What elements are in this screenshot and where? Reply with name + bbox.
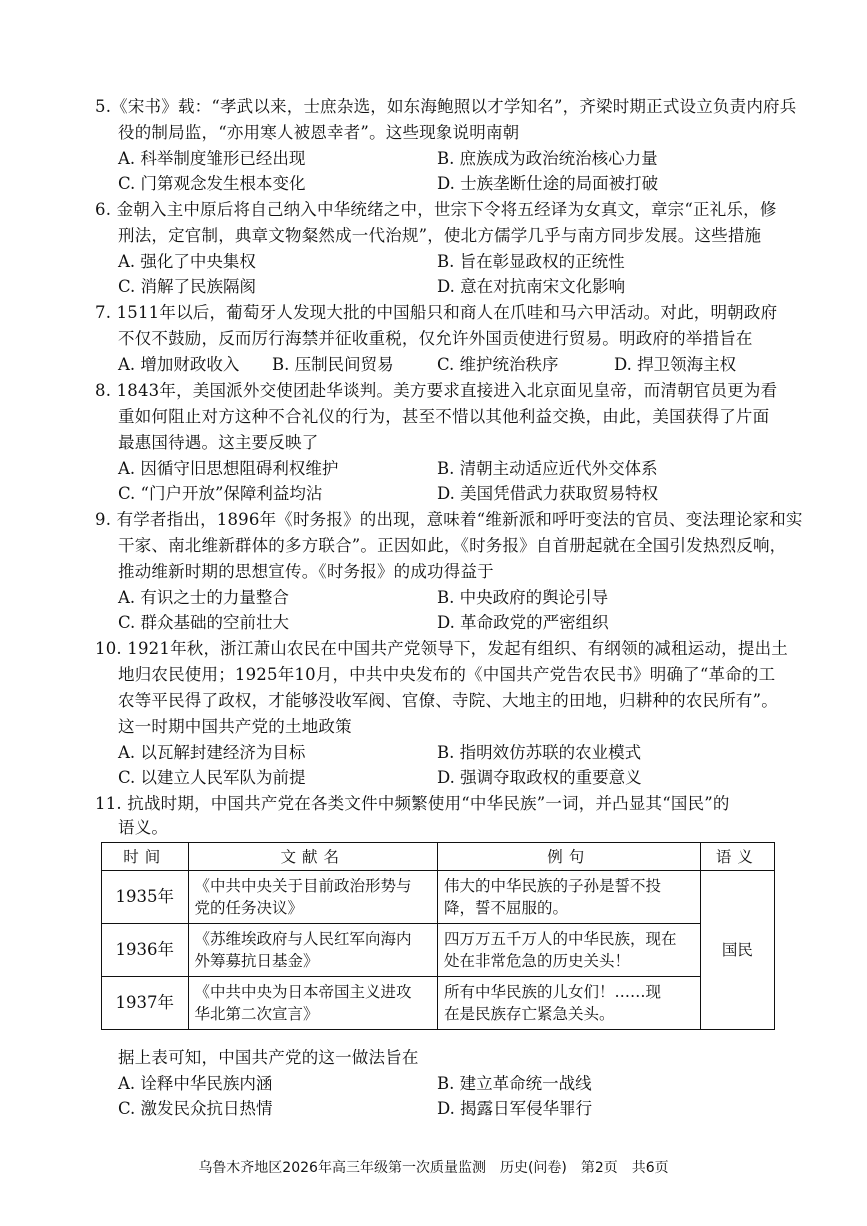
table-row [102,977,775,1030]
row-document-line: 党的任务决议》 [194,899,304,917]
q7-stem-line-2: 不仅不鼓励，反而厉行海禁并征收重税，仅允许外国贡使进行贸易。明政府的举措旨在 [118,329,753,348]
table-header-time: 时间 [102,843,189,871]
q6-option-b: B. 旨在彰显政权的正统性 [437,252,625,271]
q10-stem-line-1: 10. 1921年秋，浙江萧山农民在中国共产党领导下，发起有组织、有纲领的减租运动，提出土 [95,639,788,658]
q11-stem-line-1: 11. 抗战时期，中国共产党在各类文件中频繁使用“中华民族”一词，并凸显其“国民”的 [95,794,730,813]
row-example-line: 所有中华民族的儿女们！……现 [443,983,661,1001]
table-header-document: 文献名 [188,843,437,871]
q10-stem-line-4: 这一时期中国共产党的土地政策 [118,717,352,736]
q9-option-d: D. 革命政党的严密组织 [437,613,609,632]
q10-option-c: C. 以建立人民军队为前提 [118,768,306,787]
q6-option-c: C. 消解了民族隔阂 [118,277,257,296]
q10-option-a: A. 以瓦解封建经济为目标 [118,743,306,762]
q5-option-c: C. 门第观念发生根本变化 [118,174,306,193]
q8-stem-line-2: 重如何阻止对方这种不合礼仪的行为，甚至不惜以其他利益交换，由此，美国获得了片面 [118,407,770,426]
q8-option-d: D. 美国凭借武力获取贸易特权 [437,484,659,503]
q10-option-b: B. 指明效仿苏联的农业模式 [437,743,642,762]
q5-option-b: B. 庶族成为政治统治核心力量 [437,149,658,168]
table-header-example: 例句 [437,843,700,871]
q11-option-d: D. 揭露日军侵华罪行 [437,1099,593,1118]
row-meaning: 国民 [700,871,774,1030]
row-document [188,977,437,1030]
row-document [188,871,437,924]
q6-option-d: D. 意在对抗南宋文化影响 [437,277,626,296]
page-footer: 乌鲁木齐地区2026年高三年级第一次质量监测 历史(问卷) 第2页 共6页 [198,1160,669,1176]
q8-stem-line-3: 最惠国待遇。这主要反映了 [118,433,319,452]
q11-question-line: 据上表可知，中国共产党的这一做法旨在 [118,1048,419,1067]
q11-option-b: B. 建立革命统一战线 [437,1074,592,1093]
q11-table [101,842,775,1030]
q6-stem-line-2: 刑法，定官制，典章文物粲然成一代治规”，使北方儒学几乎与南方同步发展。这些措施 [118,226,762,245]
q7-option-c: C. 维护统治秩序 [437,355,559,374]
q7-option-a: A. 增加财政收入 [118,355,240,374]
q7-option-d: D. 捍卫领海主权 [614,355,737,374]
row-document-line: 《中共中央关于目前政治形势与 [194,877,412,895]
q8-stem-line-1: 8. 1843年，美国派外交使团赴华谈判。美方要求直接进入北京面见皇帝，而清朝官员更为看 [95,381,778,400]
q9-option-c: C. 群众基础的空前壮大 [118,613,290,632]
row-time: 1935年 [102,871,189,924]
q5-option-d: D. 士族垄断仕途的局面被打破 [437,174,659,193]
row-example-line: 降，誓不屈服的。 [443,899,568,917]
row-example [437,871,700,924]
table-header-row [102,843,775,871]
table-header-meaning: 语义 [700,843,774,871]
q11-option-c: C. 激发民众抗日热情 [118,1099,273,1118]
row-example-line: 四万万五千万人的中华民族，现在 [443,930,677,948]
q6-stem-line-1: 6. 金朝入主中原后将自己纳入中华统绪之中，世宗下令将五经译为女真文，章宗“正礼乐，修 [95,200,777,219]
row-time: 1937年 [102,977,189,1030]
row-document-line: 外筹募抗日基金》 [194,952,319,970]
row-example [437,977,700,1030]
row-time: 1936年 [102,924,189,977]
q11-option-a: A. 诠释中华民族内涵 [118,1074,273,1093]
q6-option-a: A. 强化了中央集权 [118,252,256,271]
q5-option-a: A. 科举制度雏形已经出现 [118,149,306,168]
q8-option-c: C. “门户开放”保障利益均沾 [118,484,323,503]
row-example [437,924,700,977]
row-example-line: 伟大的中华民族的子孙是誓不投 [443,877,661,895]
q5-stem-line-2: 役的制局监，“亦用寒人被恩幸者”。这些现象说明南朝 [118,123,520,142]
row-document-line: 《苏维埃政府与人民红军向海内 [194,930,412,948]
q7-stem-line-1: 7. 1511年以后，葡萄牙人发现大批的中国船只和商人在爪哇和马六甲活动。对此，明朝政府 [95,303,778,322]
q8-option-a: A. 因循守旧思想阻碍利权维护 [118,459,339,478]
q7-option-b: B. 压制民间贸易 [272,355,394,374]
row-document-line: 华北第二次宣言》 [194,1005,319,1023]
row-example-line: 在是民族存亡紧急关头。 [443,1005,615,1023]
q9-stem-line-1: 9. 有学者指出，1896年《时务报》的出现，意味着“维新派和呼吁变法的官员、变法理论家和实 [95,510,803,529]
q11-stem-line-2: 语义。 [118,818,169,837]
table-row [102,924,775,977]
q9-stem-line-3: 推动维新时期的思想宣传。《时务报》的成功得益于 [118,562,494,581]
q10-stem-line-3: 农等平民得了政权，才能够没收军阀、官僚、寺院、大地主的田地，归耕种的农民所有”。 [118,691,778,710]
q10-stem-line-2: 地归农民使用；1925年10月，中共中央发布的《中国共产党告农民书》明确了“革命的工 [118,665,776,684]
table-row [102,871,775,924]
q9-stem-line-2: 干家、南北维新群体的多方联合”。正因如此，《时务报》自首册起就在全国引发热烈反响， [118,536,787,555]
q8-option-b: B. 清朝主动适应近代外交体系 [437,459,658,478]
row-document-line: 《中共中央为日本帝国主义进攻 [194,983,412,1001]
q5-stem-line-1: 5.《宋书》载：“孝武以来，士庶杂选，如东海鲍照以才学知名”，齐梁时期正式设立负责内府兵 [95,97,797,116]
q9-option-b: B. 中央政府的舆论引导 [437,588,609,607]
row-document [188,924,437,977]
row-example-line: 处在非常危急的历史关头！ [443,952,630,970]
q9-option-a: A. 有识之士的力量整合 [118,588,289,607]
q10-option-d: D. 强调夺取政权的重要意义 [437,768,642,787]
